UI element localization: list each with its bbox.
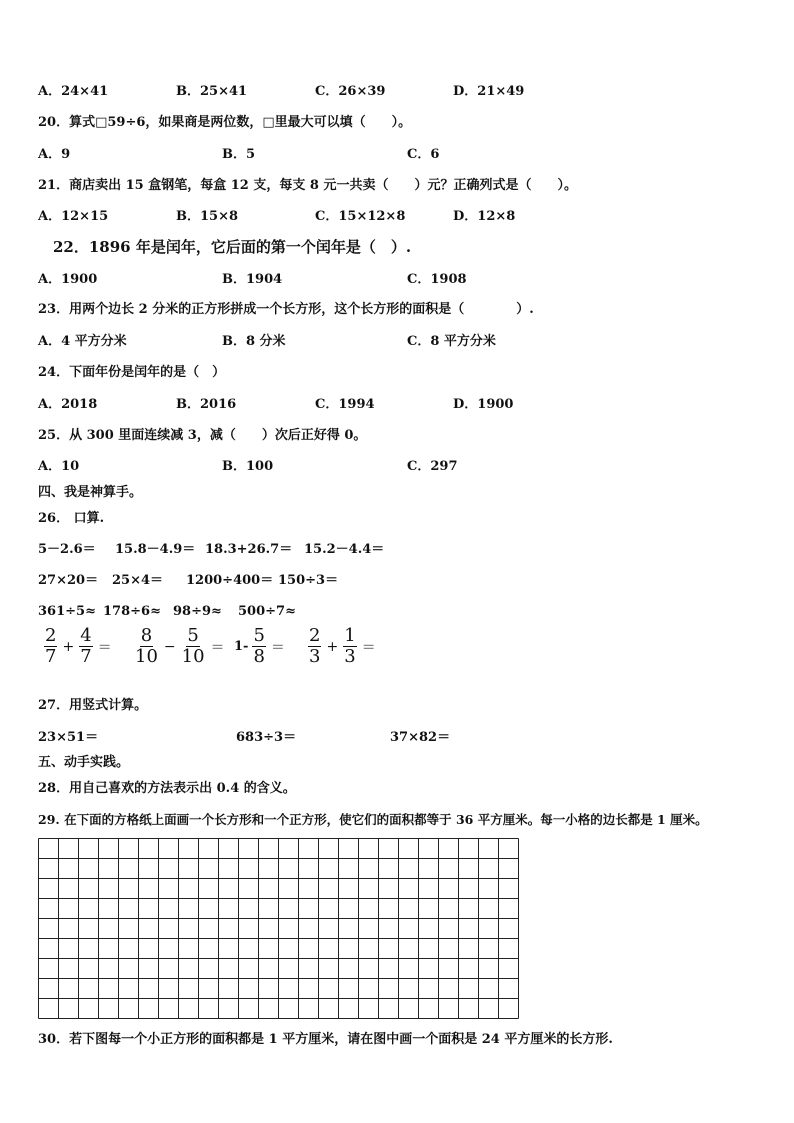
q26-item: 178÷6≈ bbox=[103, 604, 161, 619]
numerator: 2 bbox=[309, 625, 321, 646]
q28-question: 28．用自己喜欢的方法表示出 0.4 的含义。 bbox=[38, 781, 296, 796]
q22-option-a: A．1900 bbox=[38, 272, 98, 287]
numerator: 4 bbox=[80, 625, 92, 646]
q26-item: 27×20＝ bbox=[38, 573, 99, 588]
section-4-heading: 四、我是神算手。 bbox=[38, 485, 143, 500]
q24-option-a: A．2018 bbox=[38, 397, 98, 412]
q27-item: 23×51＝ bbox=[38, 730, 99, 745]
q19-option-a: A．24×41 bbox=[38, 84, 109, 99]
prefix: 1- bbox=[234, 639, 249, 654]
q29-question: 29. 在下面的方格纸上面画一个长方形和一个正方形，使它们的面积都等于 36 平方厘米。每一小格的边长都是 1 厘米。 bbox=[38, 812, 708, 827]
denominator: 10 bbox=[181, 646, 205, 667]
q24-option-d: D．1900 bbox=[453, 397, 514, 412]
equals: ＝ bbox=[97, 639, 112, 656]
denominator: 3 bbox=[344, 646, 356, 667]
equals: ＝ bbox=[361, 639, 376, 656]
q23-question: 23．用两个边长 2 分米的正方形拼成一个长方形，这个长方形的面积是（ ）. bbox=[38, 302, 534, 317]
q20-option-a: A．9 bbox=[38, 147, 71, 162]
q23-option-a: A．4 平方分米 bbox=[38, 334, 127, 349]
q30-question: 30．若下图每一个小正方形的面积都是 1 平方厘米，请在图中画一个面积是 24 平方厘米的长方形. bbox=[38, 1032, 613, 1047]
equals: ＝ bbox=[210, 639, 225, 656]
q25-option-a: A．10 bbox=[38, 459, 80, 474]
q24-option-c: C．1994 bbox=[315, 397, 375, 412]
q27-item: 683÷3＝ bbox=[236, 730, 297, 745]
q26-item: 15.8－4.9＝ bbox=[115, 542, 196, 557]
q26-item: 1200÷400＝ bbox=[186, 573, 274, 588]
denominator: 7 bbox=[80, 646, 92, 667]
q22-option-c: C．1908 bbox=[407, 272, 467, 287]
q26-fraction-expr bbox=[234, 626, 288, 667]
q26-item: 361÷5≈ bbox=[38, 604, 96, 619]
operator: + bbox=[326, 638, 339, 655]
numerator: 5 bbox=[187, 625, 199, 646]
q27-question: 27．用竖式计算。 bbox=[38, 698, 148, 713]
q21-question: 21．商店卖出 15 盒钢笔，每盒 12 支，每支 8 元一共卖（ ）元？正确列式是（ ）。 bbox=[38, 178, 577, 193]
q21-option-a: A．12×15 bbox=[38, 209, 109, 224]
q19-option-c: C．26×39 bbox=[315, 84, 386, 99]
numerator: 8 bbox=[140, 625, 153, 646]
q20-option-b: B．5 bbox=[222, 147, 256, 162]
q27-item: 37×82＝ bbox=[390, 730, 451, 745]
q20-question: 20．算式□59÷6，如果商是两位数，□里最大可以填（ ）。 bbox=[38, 115, 412, 130]
q25-option-c: C．297 bbox=[407, 459, 458, 474]
q22-option-b: B．1904 bbox=[222, 272, 283, 287]
section-5-heading: 五、动手实践。 bbox=[38, 755, 130, 770]
q26-fraction-expr bbox=[306, 626, 379, 667]
q23-option-b: B．8 分米 bbox=[222, 334, 286, 349]
q20-option-c: C．6 bbox=[407, 147, 440, 162]
q23-option-c: C．8 平方分米 bbox=[407, 334, 496, 349]
denominator: 3 bbox=[309, 646, 321, 667]
grid-paper[interactable] bbox=[38, 838, 519, 1019]
q26-item: 500÷7≈ bbox=[238, 604, 296, 619]
denominator: 7 bbox=[45, 646, 57, 667]
q24-option-b: B．2016 bbox=[176, 397, 237, 412]
q21-option-b: B．15×8 bbox=[176, 209, 239, 224]
q26-item: 15.2－4.4＝ bbox=[304, 542, 385, 557]
q26-question: 26． 口算. bbox=[38, 511, 105, 526]
q21-option-c: C．15×12×8 bbox=[315, 209, 406, 224]
numerator: 5 bbox=[253, 625, 265, 646]
denominator: 8 bbox=[253, 646, 265, 667]
numerator: 2 bbox=[45, 625, 57, 646]
q26-item: 98÷9≈ bbox=[173, 604, 222, 619]
q25-option-b: B．100 bbox=[222, 459, 274, 474]
denominator: 10 bbox=[135, 646, 158, 667]
q24-question: 24．下面年份是闰年的是（ ） bbox=[38, 365, 226, 380]
q26-item: 150÷3＝ bbox=[278, 573, 339, 588]
q26-fraction-expr bbox=[132, 626, 228, 667]
q26-item: 18.3+26.7＝ bbox=[205, 542, 293, 557]
q19-option-d: D．21×49 bbox=[453, 84, 525, 99]
q26-item: 25×4＝ bbox=[112, 573, 164, 588]
operator: + bbox=[62, 638, 75, 655]
q26-item: 5－2.6＝ bbox=[38, 542, 96, 557]
q25-question: 25．从 300 里面连续减 3，减（ ）次后正好得 0。 bbox=[38, 428, 367, 443]
equals: ＝ bbox=[270, 639, 285, 656]
numerator: 1 bbox=[344, 625, 356, 646]
q22-question: 22．1896 年是闰年，它后面的第一个闰年是（ ）. bbox=[53, 238, 412, 256]
operator: − bbox=[163, 638, 176, 655]
q21-option-d: D．12×8 bbox=[453, 209, 516, 224]
q19-option-b: B．25×41 bbox=[176, 84, 248, 99]
q26-fraction-expr bbox=[42, 626, 115, 667]
